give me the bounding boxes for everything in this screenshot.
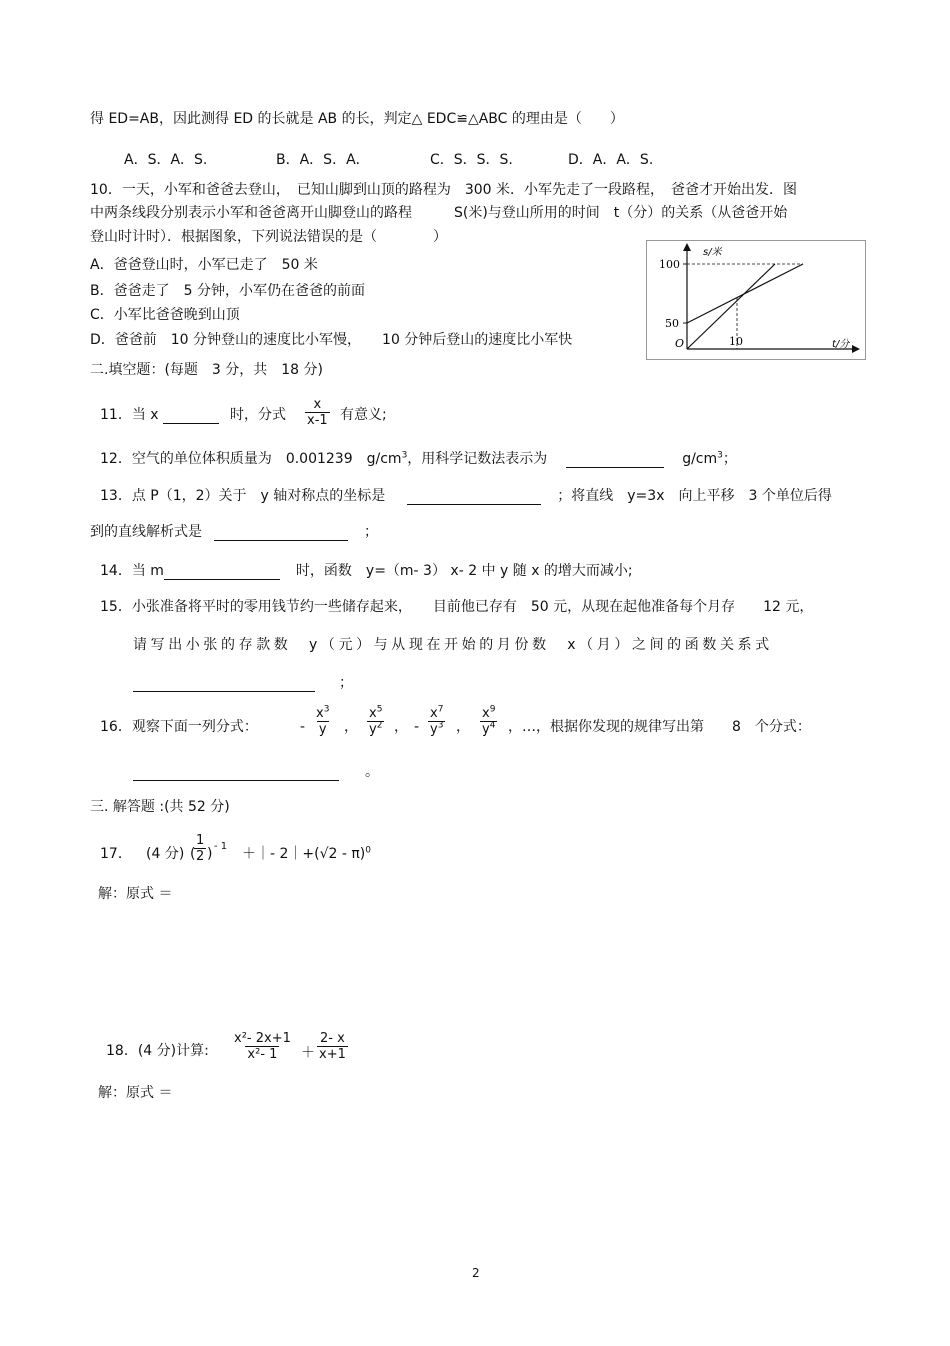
q10-option-c: C．小军比爸爸晚到山顶 [90, 307, 240, 323]
q16-answer-line: 。 [133, 763, 379, 781]
page-number: 2 [472, 1266, 480, 1280]
q16-term-3-sign: - [414, 719, 420, 735]
q18-label: 18．(4 分)计算: [106, 1043, 209, 1059]
q18-solution-label: 解：原式 ＝ [98, 1085, 173, 1101]
q15-line-3: ； [133, 674, 353, 692]
q15-line-1: 15．小张准备将平时的零用钱节约一些储存起来， 目前他已存有 50 元，从现在起他准备每个月存 12 元， [100, 599, 814, 615]
q16-term-1-sign: - [300, 719, 306, 735]
q9-option-c: C．S．S．S. [430, 152, 513, 168]
q16-term-4: $\frac{x^9}{y^4}$ [482, 704, 496, 737]
q16-term-3: $\frac{x^7}{y^3}$ [430, 704, 444, 737]
q18-plus: ＋ [301, 1045, 315, 1061]
q16-term-2: $\frac{x^5}{y^2}$ [369, 704, 383, 737]
q10-line-3: 登山时计时）．根据图象，下列说法错误的是（ ） [90, 229, 447, 245]
y-tick-100: 100 [659, 258, 680, 271]
q9-option-a: A．S．A．S. [124, 152, 208, 168]
q13-line-1: 13．点 P（1，2）关于 y 轴对称点的坐标是 ；将直线 y=3x 向上平移 3 个单位后得 [100, 488, 832, 504]
q15-line-2: 请写出小张的存款数 y（元）与从现在开始的月份数 x（月）之间的函数关系式 [133, 637, 773, 653]
q10-line-2: 中两条线段分别表示小军和爸爸离开山脚登山的路程 S(米)与登山所用的时间 t（分）的关系（从爸爸开始 [90, 205, 788, 221]
q11-mid: 时，分式 [230, 407, 286, 423]
q10-line-1: 10．一天，小军和爸爸去登山， 已知山脚到山顶的路程为 300 米．小军先走了一段路程， 爸爸才开始出发．图 [90, 182, 797, 198]
q10-graph [646, 240, 866, 360]
q17-rest: ＋｜- 2｜+(√2 - π)$^0$ [242, 845, 372, 862]
q9-option-b: B．A．S．A． [276, 152, 370, 168]
q9-option-d: D．A．A．S. [568, 152, 654, 168]
q10-option-b: B．爸爸走了 5 分钟，小军仍在爸爸的前面 [90, 283, 365, 299]
q11-fraction: $\frac{x}{x-1}$ [307, 397, 328, 428]
q16-suffix: ，…，根据你发现的规律写出第 8 个分式： [508, 719, 811, 735]
q17-paren-open: ( [190, 846, 196, 862]
section-2-title: 二.填空题：(每题 3 分，共 18 分) [90, 362, 323, 378]
q17-label: 17． [100, 846, 132, 862]
origin-label: O [675, 337, 685, 350]
question-9-stem-end: 得 ED=AB，因此测得 ED 的长就是 AB 的长，判定△ EDC≌△ABC 的理由是（ ） [90, 111, 624, 127]
q17-fraction: $\frac{1}{2}$ [196, 833, 205, 864]
y-axis-label: s/米 [703, 247, 722, 258]
q11-prefix: 11．当 x [100, 406, 219, 424]
x-axis-label: t/分 [832, 339, 850, 350]
section-3-title: 三. 解答题 :(共 52 分) [90, 799, 230, 815]
q16-comma-3: ， [456, 719, 470, 735]
q17-solution-label: 解：原式 ＝ [98, 886, 173, 902]
q13-line-2: 到的直线解析式是 ； [90, 524, 378, 540]
q17-exponent: - 1 [214, 841, 228, 852]
q14-line: 14．当 m 时，函数 y=（m- 3） x- 2 中 y 随 x 的增大而减小; [100, 563, 633, 579]
y-tick-50: 50 [665, 317, 679, 330]
q16-term-1: $\frac{x^3}{y}$ [316, 704, 330, 737]
q17-paren-close: ) [207, 846, 213, 862]
q18-fraction-2: $\frac{2- x}{x+1}$ [319, 1031, 346, 1062]
q16-comma-1: ， [344, 719, 358, 735]
q18-fraction-1: $\frac{\text{x²- 2x+1}}{\text{x²- 1}}$ [234, 1031, 291, 1062]
x-tick-10: 10 [729, 335, 743, 348]
q10-option-a: A．爸爸登山时，小军已走了 50 米 [90, 257, 318, 273]
q16-comma-2: ， [394, 719, 408, 735]
q12-line: 12．空气的单位体积质量为 0.001239 $g/cm^3$，用科学记数法表示为 $g/cm^3$； [100, 450, 737, 467]
q11-suffix: 有意义; [340, 407, 387, 423]
q17-score: (4 分) [146, 846, 185, 862]
q10-option-d: D．爸爸前 10 分钟登山的速度比小军慢， 10 分钟后登山的速度比小军快 [90, 332, 573, 348]
q16-prefix: 16．观察下面一列分式： [100, 719, 258, 735]
